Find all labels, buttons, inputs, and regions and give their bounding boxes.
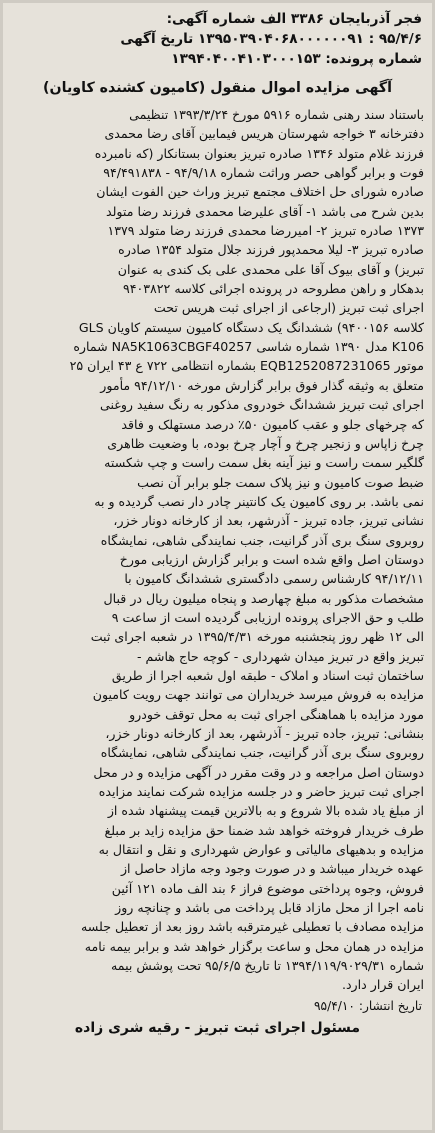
body-line: ساختمان ثبت اسناد و املاک - طبقه اول شعبه اجرا از طریق <box>111 667 424 683</box>
body-line: مزایده به فروش میرسد خریداران می توانند جهت رویت کامیون <box>92 687 424 703</box>
body-line: کلاسه ۹۴۰۰۱۵۶) ششدانگ یک دستگاه کامیون سیستم کاویان GLS <box>78 319 424 335</box>
body-line: دوستان اصل واقع شده است و برابر گزارش ارزیابی مورخ <box>119 551 424 567</box>
body-line: موتور EQB1252087231065 بشماره انتظامی ۷۲۲ ع ۴۳ ایران ۲۵ <box>69 358 424 374</box>
body-line: نشانی تبریز، جاده تبریز - آذرشهر، بعد از کارخانه دونار خزر، <box>113 513 424 529</box>
body-line: شماره ۱۳۹۴/۱۱۹/۹۰۲۹/۳۱ تا تاریخ ۹۵/۶/۵ تحت پوشش بیمه <box>111 958 424 974</box>
body-line: K106 مدل ۱۳۹۰ شماره شاسی NA5K1063CBGF40257 شماره <box>73 339 424 355</box>
body-line: از مبلغ یاد شده بالا شروع و به بالاترین قیمت پیشنهاد شده از <box>107 803 424 819</box>
publish-date: تاریخ انتشار: ۹۵/۴/۱۰ <box>314 998 422 1013</box>
body-line: مزایده و بدهیهای مالیاتی و عوارض شهرداری و نقل و انتقال به <box>98 842 424 858</box>
body-line: صادره شورای حل اختلاف مجتمع تبریز وراث حین الفوت ایشان <box>96 184 424 200</box>
body-line: چرخ زاپاس و زنجیر چرخ و آچار چرخ بوده، با وضعیت ظاهری <box>107 435 424 451</box>
body-line: روبروی سنگ بری آذر گرانیت، جنب نمایندگی شاهی، نمایشگاه <box>100 532 424 548</box>
body-line: تبریز) و آقای بیوک آقا علی محمدی علی بک کندی به عنوان <box>117 261 424 277</box>
body-line: اجرای ثبت تبریز (ارجاعی از اجرای ثبت هریس تحت <box>153 300 424 316</box>
body-line: ۱۳۷۳ صادره تبریز ۲- امیررضا محمدی فرزند رضا متولد ۱۳۷۹ <box>107 223 424 239</box>
body-line: فروش، وجوه پرداختی موضوع فراز ۶ بند الف ماده ۱۲۱ آئین <box>111 880 424 896</box>
newspaper-ad-number: فجر آذربایجان ۳۳۸۶ الف شماره آگهی: <box>166 11 422 27</box>
body-line: مشخصات مذکور به مبلغ چهارصد و پنجاه میلیون ریال در قبال <box>103 590 424 606</box>
notice-body <box>3 105 432 995</box>
body-line: باستناد سند رهنی شماره ۵۹۱۶ مورخ ۱۳۹۳/۳/۲۴ تنظیمی <box>129 107 424 122</box>
signatory: مسئول اجرای ثبت تبریز - رقیه شری زاده <box>74 1019 361 1036</box>
body-line: اجرای ثبت تبریز حاضر و در جلسه مزایده شرکت نمایند مزایده <box>98 784 424 800</box>
body-line: ۹۴/۱۲/۱۱ کارشناس رسمی دادگستری ششدانگ کامیون با <box>124 571 424 587</box>
body-line: بدهکار و راهن مطروحه در پرونده اجرائی کلاسه ۹۴۰۳۸۲۲ <box>122 281 424 297</box>
body-line: فرزند غلام متولد ۱۳۴۶ صادره تبریز بعنوان بستانکار (که نامبرده <box>94 145 424 161</box>
newspaper-clipping <box>3 3 432 1130</box>
auction-notice <box>3 3 432 1039</box>
body-line: دفترخانه ۳ خواجه شهرستان هریس فیمابین آقای رضا محمدی <box>104 126 424 142</box>
body-line: مزایده مصادف با تعطیلی غیرمترقبه باشد روز بعد از تعطیل جلسه <box>81 919 424 935</box>
body-line: اجرای ثبت تبریز ششدانگ خودروی مذکور به رنگ سفید روغنی <box>99 397 424 413</box>
body-line: تبریز واقع در تبریز میدان شهرداری - کوچه حاج هاشم - <box>137 648 424 664</box>
body-line: دوستان اصل مراجعه و در وقت مقرر در آگهی مزایده و در محل <box>93 764 424 780</box>
case-number: شماره پرونده: ۱۳۹۴۰۴۰۰۴۱۰۳۰۰۰۱۵۳ <box>171 51 422 67</box>
body-line: طرف خریدار فروخته خواهد شد ضمنا حق مزایده زاید بر مبلغ <box>104 822 424 838</box>
body-line: نامه اجرا از محل مازاد قابل پرداخت می باشد و چنانچه روز <box>115 900 424 916</box>
body-line: طلب و حق الاجرای پرونده ارزیابی گردیده است از ساعت ۹ <box>111 609 424 625</box>
body-line: ایران قرار دارد. <box>341 977 424 993</box>
ad-number-and-date: ۹۵/۴/۶ : ۱۳۹۵۰۳۹۰۴۰۶۸۰۰۰۰۰۰۹۱ تاریخ آگهی <box>120 31 422 47</box>
body-line: متعلق به وثیقه گذار فوق برابر گزارش مورخه ۹۴/۱۲/۱۰ مأمور <box>100 377 424 393</box>
body-line: فوت و برابر گواهی حصر وراثت شماره ۹۴/۹/۱۸ - ۹۴/۴۹۱۸۳۸ <box>103 165 424 181</box>
body-line: که چرخهای جلو و عقب کامیون ۵۰٪ درصد مستهلک و فاقد <box>121 416 424 432</box>
body-line: صادره تبریز ۳- لیلا محمدپور فرزند جلال متولد ۱۳۵۴ صادره <box>118 242 424 258</box>
notice-title: آگهی مزایده اموال منقول (کامیون کشنده کاویان) <box>43 80 392 96</box>
body-line: گلگیر سمت راست و نیز آینه بغل سمت راست و چپ شکسته <box>104 455 424 471</box>
body-line: بنشانی: تبریز، جاده تبریز - آذرشهر، بعد از کارخانه دونار خزر، <box>105 726 424 741</box>
body-line: ضبط صوت کامیون و نیز پلاک سمت جلو برابر آن نصب <box>137 474 424 490</box>
body-line: روبروی سنگ بری آذر گرانیت، جنب نمایندگی شاهی، نمایشگاه <box>100 745 424 761</box>
body-line: الی ۱۲ ظهر روز پنجشنبه مورخه ۱۳۹۵/۴/۳۱ در شعبه اجرای ثبت <box>90 629 424 645</box>
body-line: بدین شرح می باشد ۱- آقای علیرضا محمدی فرزند رضا متولد <box>105 203 424 219</box>
body-line: مورد مزایده با هماهنگی اجرای ثبت به محل توقف خودرو <box>129 706 424 722</box>
body-line: مزایده در همان محل و ساعت برگزار خواهد شد و برابر بیمه نامه <box>84 938 424 954</box>
body-line: نمی باشد. بر روی کامیون یک کانتینر چادر دار نصب گردیده و به <box>94 493 424 509</box>
notice-header <box>3 3 432 73</box>
body-line: عهده خریدار میباشد و در صورت وجود وجه مازاد حاصل از <box>120 861 424 877</box>
